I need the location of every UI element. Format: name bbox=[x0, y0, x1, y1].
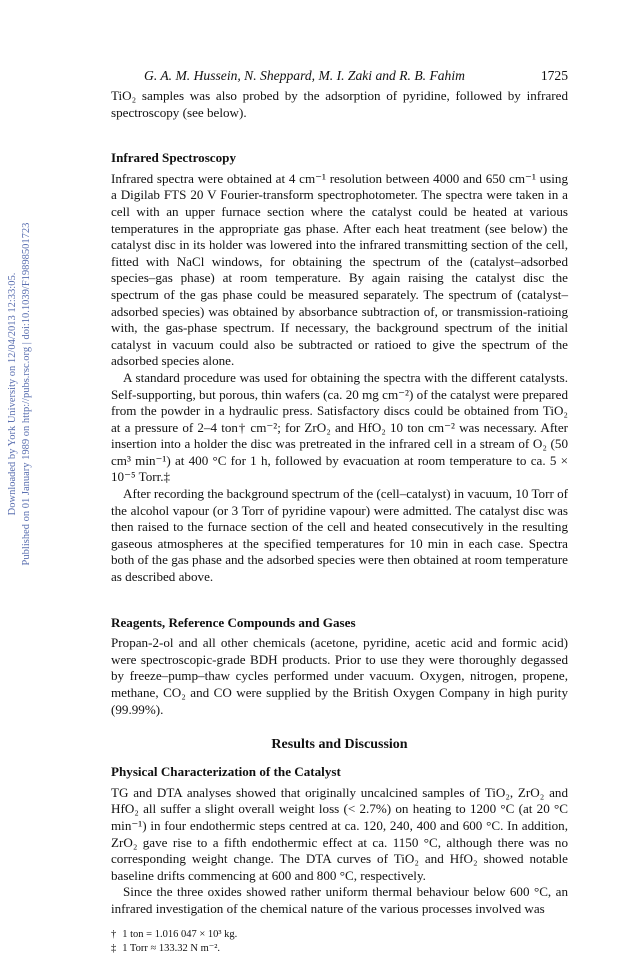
paragraph: A standard procedure was used for obtaining the spectra with the different catalysts. Self-supporting, but porous, thin wafers (ca. 20 mg cm⁻²) of the catalyst were prepared from the powder in a hydraulic press. Satisfactory discs could be obtained from TiO₂ at a pressure of 2–4 ton† cm⁻²; for ZrO₂ and HfO₂ 10 ton cm⁻² was necessary. After insertion into a holder the disc was pretreated in the infrared cell in a stream of O₂ (50 cm³ min⁻¹) at 400 °C for 1 h, followed by evacuation at room temperature to ca. 5 × 10⁻⁵ Torr.‡ bbox=[111, 369, 568, 485]
section-infrared-spectroscopy-title: Infrared Spectroscopy bbox=[111, 150, 236, 166]
section-physical-characterization-title: Physical Characterization of the Catalyst bbox=[111, 764, 341, 780]
sidebar-text bbox=[6, 14, 34, 774]
paragraph: Propan-2-ol and all other chemicals (acetone, pyridine, acetic acid and formic acid) were spectroscopic-grade BDH products. Prior to use they were thoroughly degassed by freeze–pump–thaw cycles performed under vacuum. Oxygen, nitrogen, propene, methane, CO₂ and CO were supplied by the British Oxygen Company in high purity (99.99%). bbox=[111, 635, 568, 717]
running-header bbox=[144, 68, 568, 84]
footnote-text: 1 Torr ≈ 133.32 N m⁻². bbox=[122, 942, 221, 954]
paragraph: TG and DTA analyses showed that originally uncalcined samples of TiO₂, ZrO₂ and HfO₂ all suffer a slight overall weight loss (< 2.7%) on heating to 1200 °C (at 20 °C min⁻¹) in four endothermic steps centred at ca. 120, 240, 400 and 600 °C. In addition, ZrO₂ gave rise to a fifth endothermic effect at ca. 1150 °C, although there was no corresponding weight change. The DTA curves of TiO₂ and HfO₂ showed notable baseline drifts commencing at 600 and 800 °C, respectively. bbox=[111, 784, 568, 883]
footnote-text: 1 ton = 1.016 047 × 10³ kg. bbox=[122, 928, 238, 940]
paragraph: Since the three oxides showed rather uniform thermal behaviour below 600 °C, an infrared investigation of the chemical nature of the various processes involved was bbox=[111, 884, 568, 916]
downloaded-line: Downloaded by York University on 12/04/2013 12:33:05. bbox=[7, 272, 18, 516]
footnote-mark: ‡ bbox=[111, 942, 117, 954]
page-content bbox=[111, 88, 568, 956]
footnotes bbox=[111, 928, 568, 956]
paragraph: After recording the background spectrum of the (cell–catalyst) in vacuum, 10 Torr of the alcohol vapour (or 3 Torr of pyridine vapour) were admitted. The catalyst disc was then raised to the furnace section of the cell and heated consecutively in the resulting gaseous atmospheres at the specified temperatures for 10 min in each case. Spectra both of the gas phase and the adsorbed species were then obtained at room temperature as described above. bbox=[111, 486, 568, 585]
intro-paragraph: TiO₂ samples was also probed by the adsorption of pyridine, followed by infrared spectroscopy (see below). bbox=[111, 88, 568, 120]
header-authors: G. A. M. Hussein, N. Sheppard, M. I. Zaki and R. B. Fahim bbox=[144, 68, 465, 83]
results-discussion-heading: Results and Discussion bbox=[271, 737, 408, 753]
page-number: 1725 bbox=[540, 68, 568, 83]
footnote bbox=[111, 928, 568, 942]
download-sidebar bbox=[0, 0, 40, 936]
footnote-mark: † bbox=[111, 928, 117, 940]
published-line[interactable]: Published on 01 January 1989 on http://pubs.rsc.org | doi:10.1039/F19898501723 bbox=[21, 222, 32, 566]
paragraph: Infrared spectra were obtained at 4 cm⁻¹ resolution between 4000 and 650 cm⁻¹ using a Digilab FTS 20 V Fourier-transform spectrophotometer. The spectra were taken in a cell with an upper furnace section where the catalyst could be heated at various temperatures in the appropriate gas phase. After each heat treatment (see below) the catalyst disc in its holder was lowered into the infrared transmitting section of the cell, fitted with NaCl windows, for obtaining the spectrum of the (catalyst–adsorbed species–gas phase) at room temperature. By again raising the catalyst disc the spectrum of the gas phase could be measured separately. The spectrum of (catalyst–adsorbed species) was obtained by absorbance subtraction of, or transmission-ratioing with, the gas-phase spectrum. If necessary, the background spectrum of the initial catalyst in vacuum could also be subtracted or ratioed to give the spectrum of the adsorbed species alone. bbox=[111, 170, 568, 369]
footnote bbox=[111, 942, 568, 956]
section-reagents-title: Reagents, Reference Compounds and Gases bbox=[111, 614, 356, 630]
